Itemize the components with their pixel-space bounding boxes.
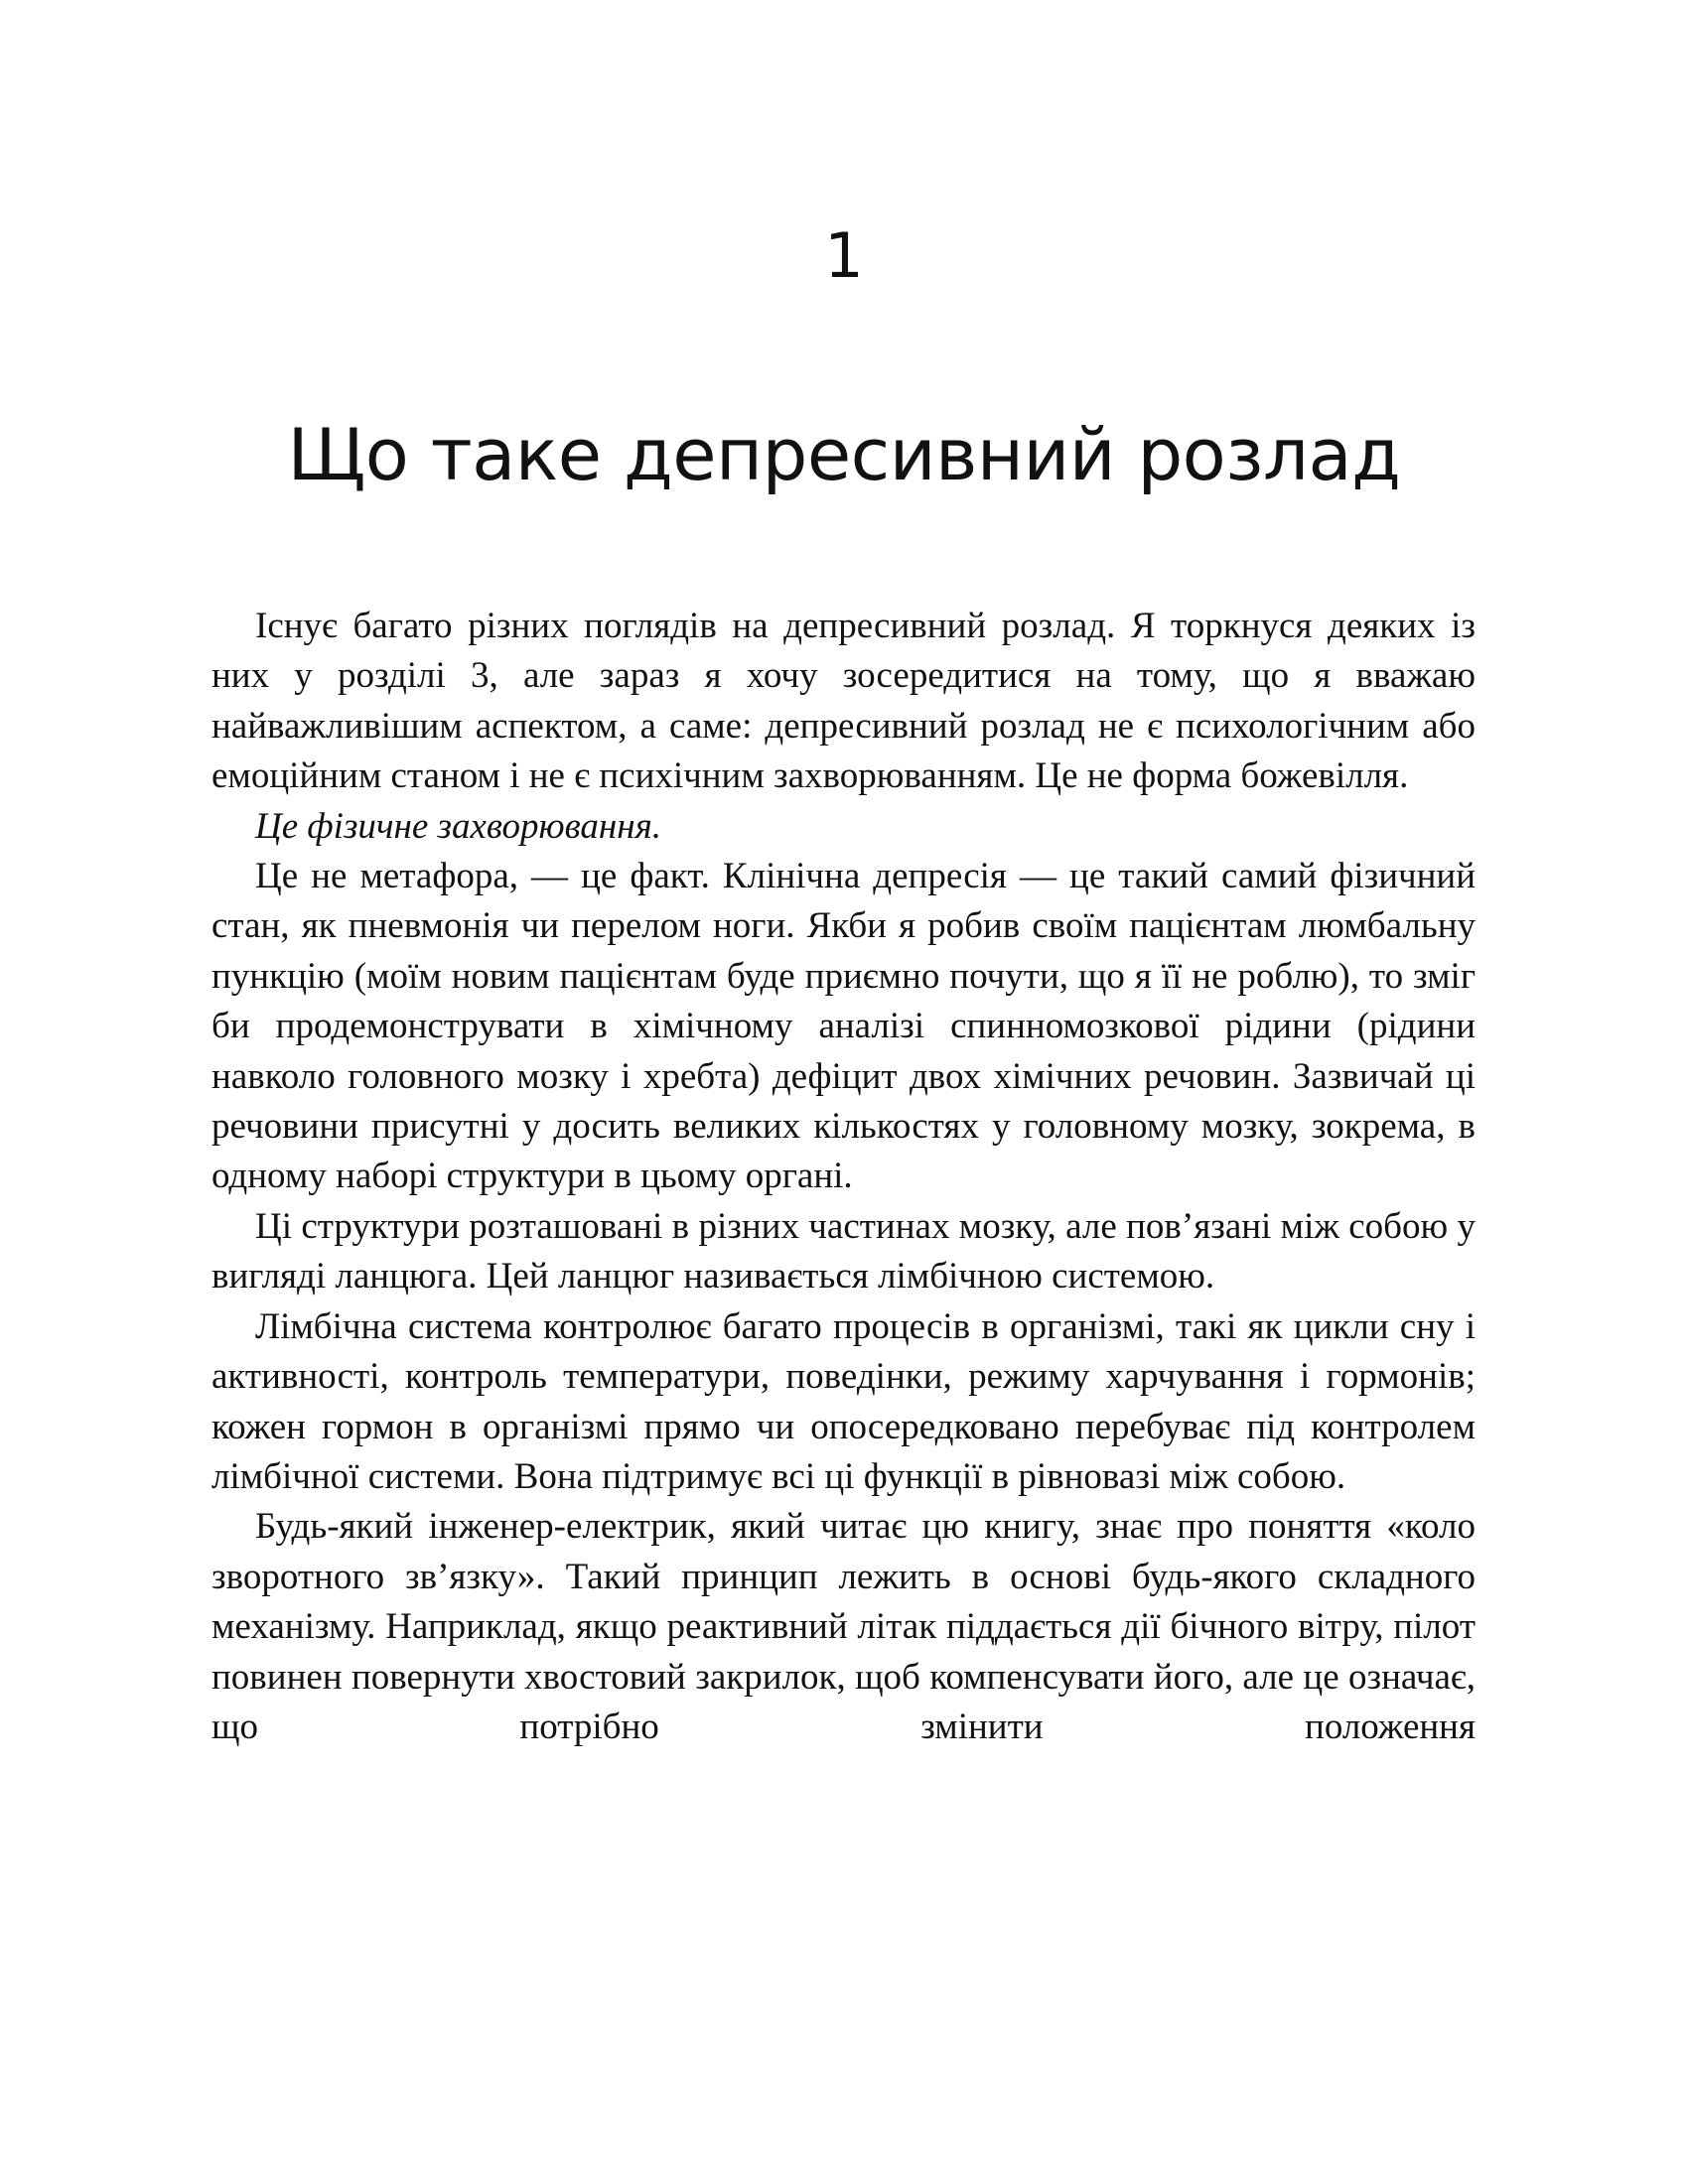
paragraph-limbic-structures: Ці структури розташовані в різних частинах мозку, але пов’язані між собою у вигляді ланцюга. Цей ланцюг називається лімбічною системою. bbox=[211, 1205, 1476, 1297]
chapter-number: 1 bbox=[824, 219, 864, 292]
paragraph-physical-condition: Це не метафора, — це факт. Клінічна депресія — це такий самий фізичний стан, як пневмонія чи перелом ноги. Якби я робив своїм пацієнтам люмбальну пункцію (моїм новим пацієнтам буде приємно почути, що я її не роблю), то зміг би продемонструвати в хімічному аналізі спинномозкової рідини (рідини навколо головного мозку і хребта) дефіцит двох хімічних речовин. Зазвичай ці речовини присутні у досить великих кількостях у головному мозку, зокрема, в одному наборі структури в цьому органі. bbox=[211, 856, 1476, 1197]
chapter-body bbox=[211, 602, 1476, 1752]
paragraph-limbic-functions: Лімбічна система контролює багато процесів в організмі, такі як цикли сну і активності, контроль температури, поведінки, режиму харчування і гормонів; кожен гормон в організмі прямо чи опосередковано перебуває під контролем лімбічної системи. Вона підтримує всі ці функції в рівновазі між собою. bbox=[211, 1305, 1476, 1497]
paragraph-emphasis: Це фізичне захворювання. bbox=[255, 805, 662, 847]
chapter-title: Що таке депресивний розлад bbox=[287, 413, 1401, 496]
paragraph-feedback-loop: Будь-який інженер-електрик, який читає цю книгу, знає про поняття «коло зворотного зв’язку». Такий принцип лежить в основі будь-якого складного механізму. Наприклад, якщо реактивний літак піддається дії бічного вітру, пілот повинен повернути хвостовий закрилок, щоб компенсувати його, але це означає, що потрібно змінити положення bbox=[211, 1506, 1476, 1747]
paragraph-intro: Існує багато різних поглядів на депресивний розлад. Я торкнуся деяких із них у розділі 3, але зараз я хочу зосередитися на тому, що я вважаю найважливішим аспектом, а саме: депресивний розлад не є психологічним або емоційним станом і не є психічним захворюванням. Це не форма божевілля. bbox=[211, 606, 1476, 797]
